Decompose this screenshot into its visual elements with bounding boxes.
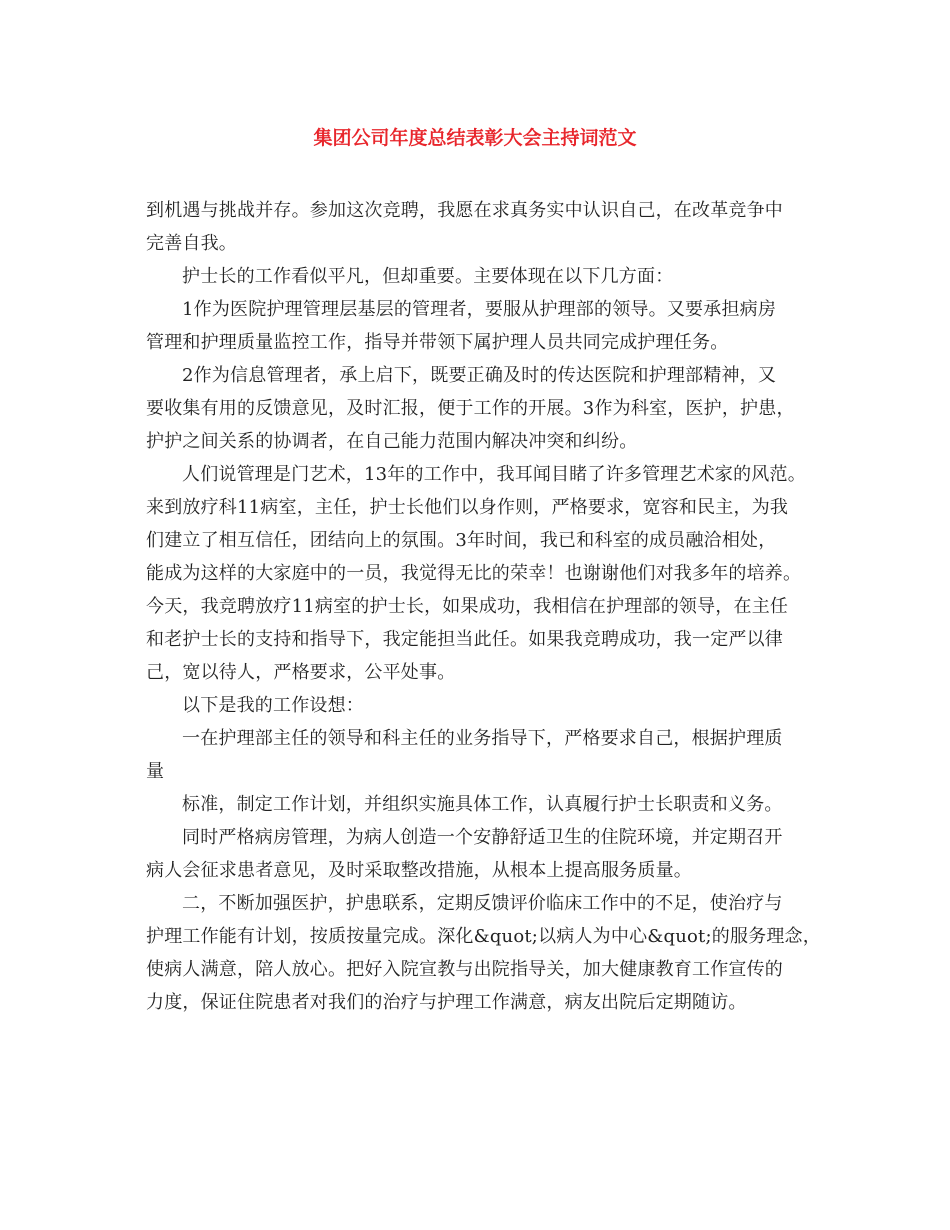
text-line: 护理工作能有计划，按质按量完成。深化&quot;以病人为中心&quot;的服务理念， [146, 926, 821, 947]
text-line: 管理和护理质量监控工作，指导并带领下属护理人员共同完成护理任务。 [146, 332, 729, 353]
text-line: 力度，保证住院患者对我们的治疗与护理工作满意，病友出院后定期随访。 [146, 992, 747, 1013]
text-line: 一在护理部主任的领导和科主任的业务指导下，严格要求自己，根据护理质 [182, 728, 783, 749]
text-line: 1作为医院护理管理层基层的管理者，要服从护理部的领导。又要承担病房 [182, 299, 777, 320]
document-body [146, 194, 821, 1019]
text-line: 量 [146, 761, 165, 782]
text-line: 护护之间关系的协调者，在自己能力范围内解决冲突和纠纷。 [146, 431, 638, 452]
text-line: 要收集有用的反馈意见，及时汇报，便于工作的开展。3作为科室，医护，护患， [146, 398, 795, 419]
text-line: 己，宽以待人，严格要求，公平处事。 [146, 662, 456, 683]
text-line: 人们说管理是门艺术，13年的工作中，我耳闻目睹了许多管理艺术家的风范。 [182, 464, 806, 485]
text-line: 到机遇与挑战并存。参加这次竞聘，我愿在求真务实中认识自己，在改革竞争中 [146, 200, 783, 221]
text-line: 病人会征求患者意见，及时采取整改措施，从根本上提高服务质量。 [146, 860, 692, 881]
text-line: 能成为这样的大家庭中的一员，我觉得无比的荣幸！也谢谢他们对我多年的培养。 [146, 563, 802, 584]
text-line: 和老护士长的支持和指导下，我定能担当此任。如果我竞聘成功，我一定严以律 [146, 629, 783, 650]
text-line: 2作为信息管理者，承上启下，既要正确及时的传达医院和护理部精神，又 [182, 365, 777, 386]
text-line: 同时严格病房管理，为病人创造一个安静舒适卫生的住院环境，并定期召开 [182, 827, 783, 848]
text-line: 来到放疗科11病室，主任，护士长他们以身作则，严格要求，宽容和民主，为我 [146, 497, 789, 518]
text-line: 们建立了相互信任，团结向上的氛围。3年时间，我已和科室的成员融洽相处， [146, 530, 777, 551]
text-line: 使病人满意，陪人放心。把好入院宣教与出院指导关，加大健康教育工作宣传的 [146, 959, 783, 980]
text-line: 二，不断加强医护，护患联系，定期反馈评价临床工作中的不足，使治疗与 [182, 893, 783, 914]
document-title: 集团公司年度总结表彰大会主持词范文 [313, 127, 637, 149]
text-line: 标准，制定工作计划，并组织实施具体工作，认真履行护士长职责和义务。 [182, 794, 783, 815]
text-line: 完善自我。 [146, 233, 237, 254]
text-line: 护士长的工作看似平凡，但却重要。主要体现在以下几方面： [182, 266, 674, 287]
text-line: 以下是我的工作设想： [182, 695, 364, 716]
text-line: 今天，我竞聘放疗11病室的护士长，如果成功，我相信在护理部的领导，在主任 [146, 596, 789, 617]
